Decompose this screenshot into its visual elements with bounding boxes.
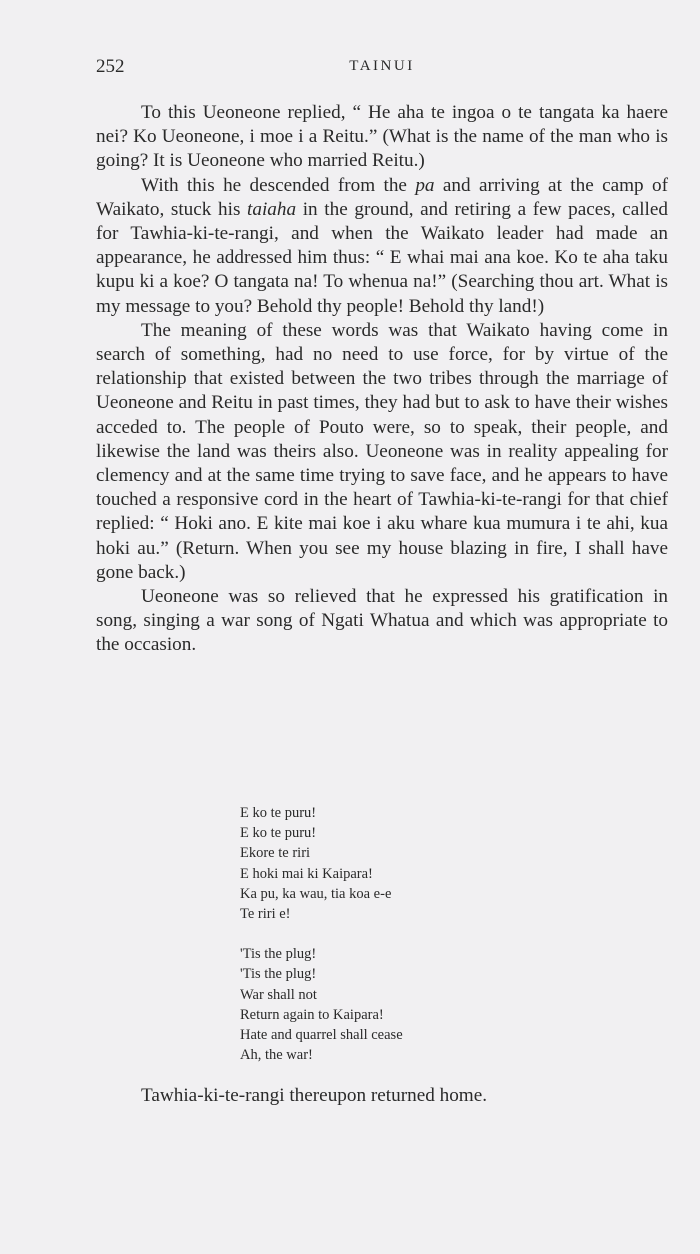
text-segment: To this Ueoneone replied, “ He aha te ingoa o te tangata ka haere nei? Ko Ueoneone, i moe i a Reitu.” (What is the name of the man who is going? It is Ueoneone who married Reitu.) [96, 102, 668, 172]
page-number: 252 [96, 56, 125, 77]
page-header [96, 56, 668, 82]
paragraph [96, 585, 668, 658]
verse-line: E hoki mai ki Kaipara! [240, 865, 373, 882]
verse-line: Ekore te riri [240, 845, 311, 862]
paragraph [96, 319, 668, 585]
verse-line: 'Tis the plug! [240, 966, 317, 983]
song-verse [240, 803, 403, 1065]
running-title: TAINUI [349, 58, 415, 74]
paragraph [96, 174, 668, 319]
text-segment: With this he descended from the [141, 174, 416, 196]
verse-line: Te riri e! [240, 906, 291, 923]
verse-line: Ah, the war! [240, 1047, 313, 1064]
body-text [96, 101, 668, 658]
text-segment: in the ground, and retiring a few paces, called for Tawhia-ki-te-rangi, and when the Waikato leader had made an appearance, he addressed him thus: “ E whai mai ana koe. Ko te aha taku kupu ki a koe? O tangata na! To whenua na!” (Searching thou art. What is my message to you? Behold thy people! Behold thy land!) [96, 198, 668, 317]
stanza [240, 944, 403, 1065]
text-segment: and arriving at the camp of Waikato, stuck his [96, 174, 668, 220]
verse-line: Hate and quarrel shall cease [240, 1027, 403, 1044]
verse-line: E ko te puru! [240, 805, 317, 821]
verse-line: War shall not [240, 986, 317, 1003]
verse-line: 'Tis the plug! [240, 946, 317, 963]
verse-line: Return again to Kaipara! [240, 1006, 384, 1023]
verse-line: Ka pu, ka wau, tia koa e-e [240, 885, 392, 902]
stanza [240, 803, 403, 924]
italic-term: pa [415, 174, 435, 196]
text-segment: Ueoneone was so relieved that he expressed his gratification in song, singing a war song of Ngati Whatua and which was appropriate to the occasion. [96, 586, 668, 656]
paragraph [96, 101, 668, 174]
italic-term: taiaha [247, 198, 297, 220]
closing-line: Tawhia-ki-te-rangi thereupon returned home. [141, 1085, 488, 1106]
verse-line: E ko te puru! [240, 825, 317, 842]
text-segment: The meaning of these words was that Waikato having come in search of something, had no need to use force, for by virtue of the relationship that existed between the two tribes through the marriage of Ueoneone and Reitu in past times, they had but to ask to have their wishes acceded to. The people of Pouto were, so to speak, their people, and likewise the land was theirs also. Ueoneone was in reality appealing for clemency and at the same time trying to save face, and he appears to have touched a responsive cord in the heart of Tawhia-ki-te-rangi for that chief replied: “ Hoki ano. E kite mai koe i aku whare kua mumura i te ahi, kua hoki au.” (Return. When you see my house blazing in fire, I shall have gone back.) [96, 319, 668, 583]
